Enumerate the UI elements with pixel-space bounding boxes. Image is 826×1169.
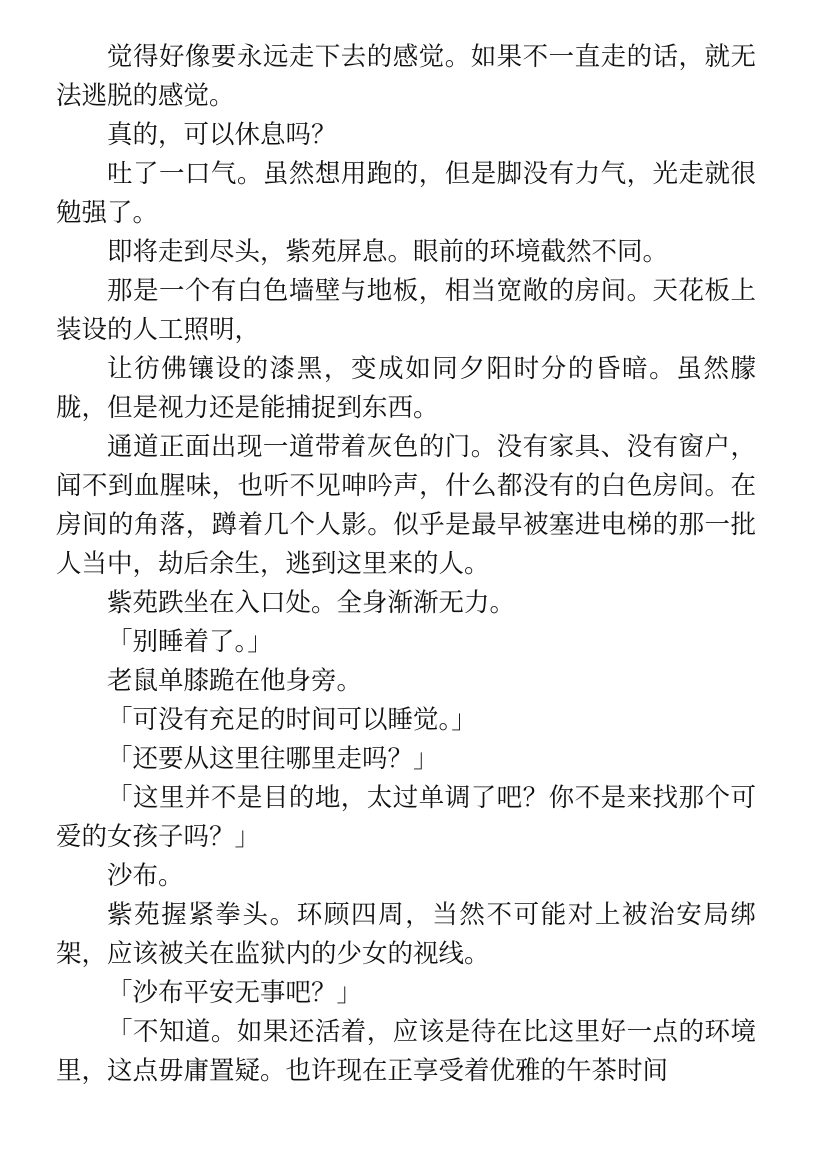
dialogue-line: 「这里并不是目的地，太过单调了吧？你不是来找那个可爱的女孩子吗？」 <box>56 783 756 852</box>
document-page <box>56 38 756 1091</box>
paragraph: 老鼠单膝跪在他身旁。 <box>107 666 363 696</box>
paragraph: 让彷佛镶设的漆黑，变成如同夕阳时分的昏暗。虽然朦胧，但是视力还是能捕捉到东西。 <box>56 354 756 423</box>
paragraph: 真的，可以休息吗？ <box>107 120 337 150</box>
paragraph: 那是一个有白色墙壁与地板，相当宽敞的房间。天花板上装设的人工照明， <box>56 276 756 345</box>
dialogue-line: 「别睡着了。」 <box>107 627 273 657</box>
paragraph: 通道正面出现一道带着灰色的门。没有家具、没有窗户，闻不到血腥味，也听不见呻吟声，什么都没有的白色房间。在房间的角落，蹲着几个人影。似乎是最早被塞进电梯的那一批人当中，劫后余生，逃到这里来的人。 <box>56 432 756 579</box>
dialogue-line: 「还要从这里往哪里走吗？」 <box>107 744 439 774</box>
dialogue-line: 「可没有充足的时间可以睡觉。」 <box>107 705 477 735</box>
paragraph: 紫苑跌坐在入口处。全身渐渐无力。 <box>107 588 516 618</box>
paragraph: 觉得好像要永远走下去的感觉。如果不一直走的话，就无法逃脱的感觉。 <box>56 42 756 111</box>
paragraph: 即将走到尽头，紫苑屏息。眼前的环境截然不同。 <box>107 237 669 267</box>
paragraph: 吐了一口气。虽然想用跑的，但是脚没有力气，光走就很勉强了。 <box>56 159 756 228</box>
dialogue-line: 「不知道。如果还活着，应该是待在比这里好一点的环境里，这点毋庸置疑。也许现在正享受着优雅的午茶时间 <box>56 1017 756 1086</box>
dialogue-line: 「沙布平安无事吧？」 <box>107 978 363 1008</box>
paragraph: 沙布。 <box>107 861 184 891</box>
paragraph: 紫苑握紧拳头。环顾四周，当然不可能对上被治安局绑架，应该被关在监狱内的少女的视线。 <box>56 900 756 969</box>
